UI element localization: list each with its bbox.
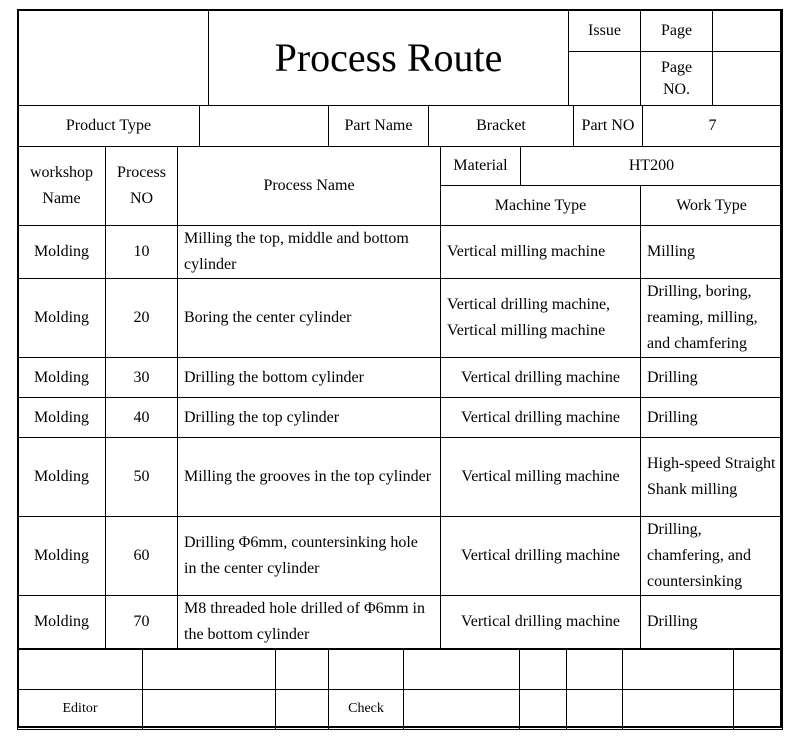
row-workshop: Molding	[18, 438, 106, 517]
part-no-value: 7	[643, 106, 783, 147]
editor-value	[143, 689, 276, 729]
table-row	[18, 596, 783, 649]
logo-cell	[18, 10, 209, 106]
row-process-name: Drilling Φ6mm, countersinking hole in the center cylinder	[178, 517, 441, 596]
row-machine-type: Vertical drilling machine	[441, 358, 641, 398]
row-workshop: Molding	[18, 517, 106, 596]
product-type-label: Product Type	[18, 106, 200, 147]
col-header-process-no: Process NO	[106, 147, 178, 226]
row-process-no: 30	[106, 358, 178, 398]
table-row	[18, 226, 783, 279]
row-work-type: Drilling, boring, reaming, milling, and chamfering	[641, 279, 783, 358]
col-header-work-type: Work Type	[641, 186, 783, 226]
row-workshop: Molding	[18, 596, 106, 649]
footer-cell	[623, 649, 734, 689]
row-process-name: Boring the center cylinder	[178, 279, 441, 358]
check-label: Check	[329, 689, 404, 729]
page-no-label: Page NO.	[641, 52, 713, 106]
table-row	[18, 398, 783, 438]
issue-label: Issue	[569, 10, 641, 52]
row-workshop: Molding	[18, 226, 106, 279]
col-header-process-name: Process Name	[178, 147, 441, 226]
row-workshop: Molding	[18, 358, 106, 398]
footer-cell	[276, 649, 329, 689]
row-work-type: High-speed Straight Shank milling	[641, 438, 783, 517]
footer-cell	[567, 649, 623, 689]
col-header-workshop: workshop Name	[18, 147, 106, 226]
editor-label: Editor	[18, 689, 143, 729]
col-header-machine-type: Machine Type	[441, 186, 641, 226]
row-workshop: Molding	[18, 398, 106, 438]
footer-cell	[18, 649, 143, 689]
row-process-no: 10	[106, 226, 178, 279]
row-machine-type: Vertical milling machine	[441, 438, 641, 517]
page-label: Page	[641, 10, 713, 52]
row-process-name: Milling the top, middle and bottom cylinder	[178, 226, 441, 279]
product-type-value	[200, 106, 329, 147]
page-no-value	[713, 52, 783, 106]
row-workshop: Molding	[18, 279, 106, 358]
row-process-name: Drilling the top cylinder	[178, 398, 441, 438]
row-machine-type: Vertical drilling machine	[441, 517, 641, 596]
footer-cell	[329, 649, 404, 689]
row-process-name: M8 threaded hole drilled of Φ6mm in the bottom cylinder	[178, 596, 441, 649]
row-machine-type: Vertical drilling machine, Vertical milling machine	[441, 279, 641, 358]
row-process-no: 50	[106, 438, 178, 517]
table-row	[18, 517, 783, 596]
footer-cell	[276, 689, 329, 729]
material-label: Material	[441, 147, 521, 186]
footer-cell	[734, 649, 783, 689]
row-work-type: Milling	[641, 226, 783, 279]
row-process-no: 40	[106, 398, 178, 438]
row-machine-type: Vertical drilling machine	[441, 398, 641, 438]
process-table	[17, 146, 783, 649]
table-row	[18, 438, 783, 517]
footer-cell	[567, 689, 623, 729]
table-row	[18, 358, 783, 398]
material-value: HT200	[521, 147, 783, 186]
part-name-label: Part Name	[329, 106, 429, 147]
info-table	[17, 105, 783, 147]
table-row	[18, 279, 783, 358]
page-value	[713, 10, 783, 52]
footer-table	[17, 648, 783, 730]
row-process-no: 60	[106, 517, 178, 596]
part-no-label: Part NO	[574, 106, 643, 147]
row-machine-type: Vertical milling machine	[441, 226, 641, 279]
row-work-type: Drilling	[641, 398, 783, 438]
row-work-type: Drilling	[641, 358, 783, 398]
process-route-sheet	[17, 9, 782, 730]
footer-cell	[623, 689, 734, 729]
row-machine-type: Vertical drilling machine	[441, 596, 641, 649]
row-process-no: 70	[106, 596, 178, 649]
row-process-no: 20	[106, 279, 178, 358]
footer-cell	[143, 649, 276, 689]
check-value	[404, 689, 520, 729]
footer-cell	[734, 689, 783, 729]
page-title: Process Route	[209, 10, 569, 106]
footer-cell	[520, 649, 567, 689]
row-work-type: Drilling, chamfering, and countersinking	[641, 517, 783, 596]
issue-value	[569, 52, 641, 106]
row-work-type: Drilling	[641, 596, 783, 649]
footer-cell	[404, 649, 520, 689]
row-process-name: Milling the grooves in the top cylinder	[178, 438, 441, 517]
footer-cell	[520, 689, 567, 729]
row-process-name: Drilling the bottom cylinder	[178, 358, 441, 398]
part-name-value: Bracket	[429, 106, 574, 147]
header-table	[17, 9, 783, 106]
